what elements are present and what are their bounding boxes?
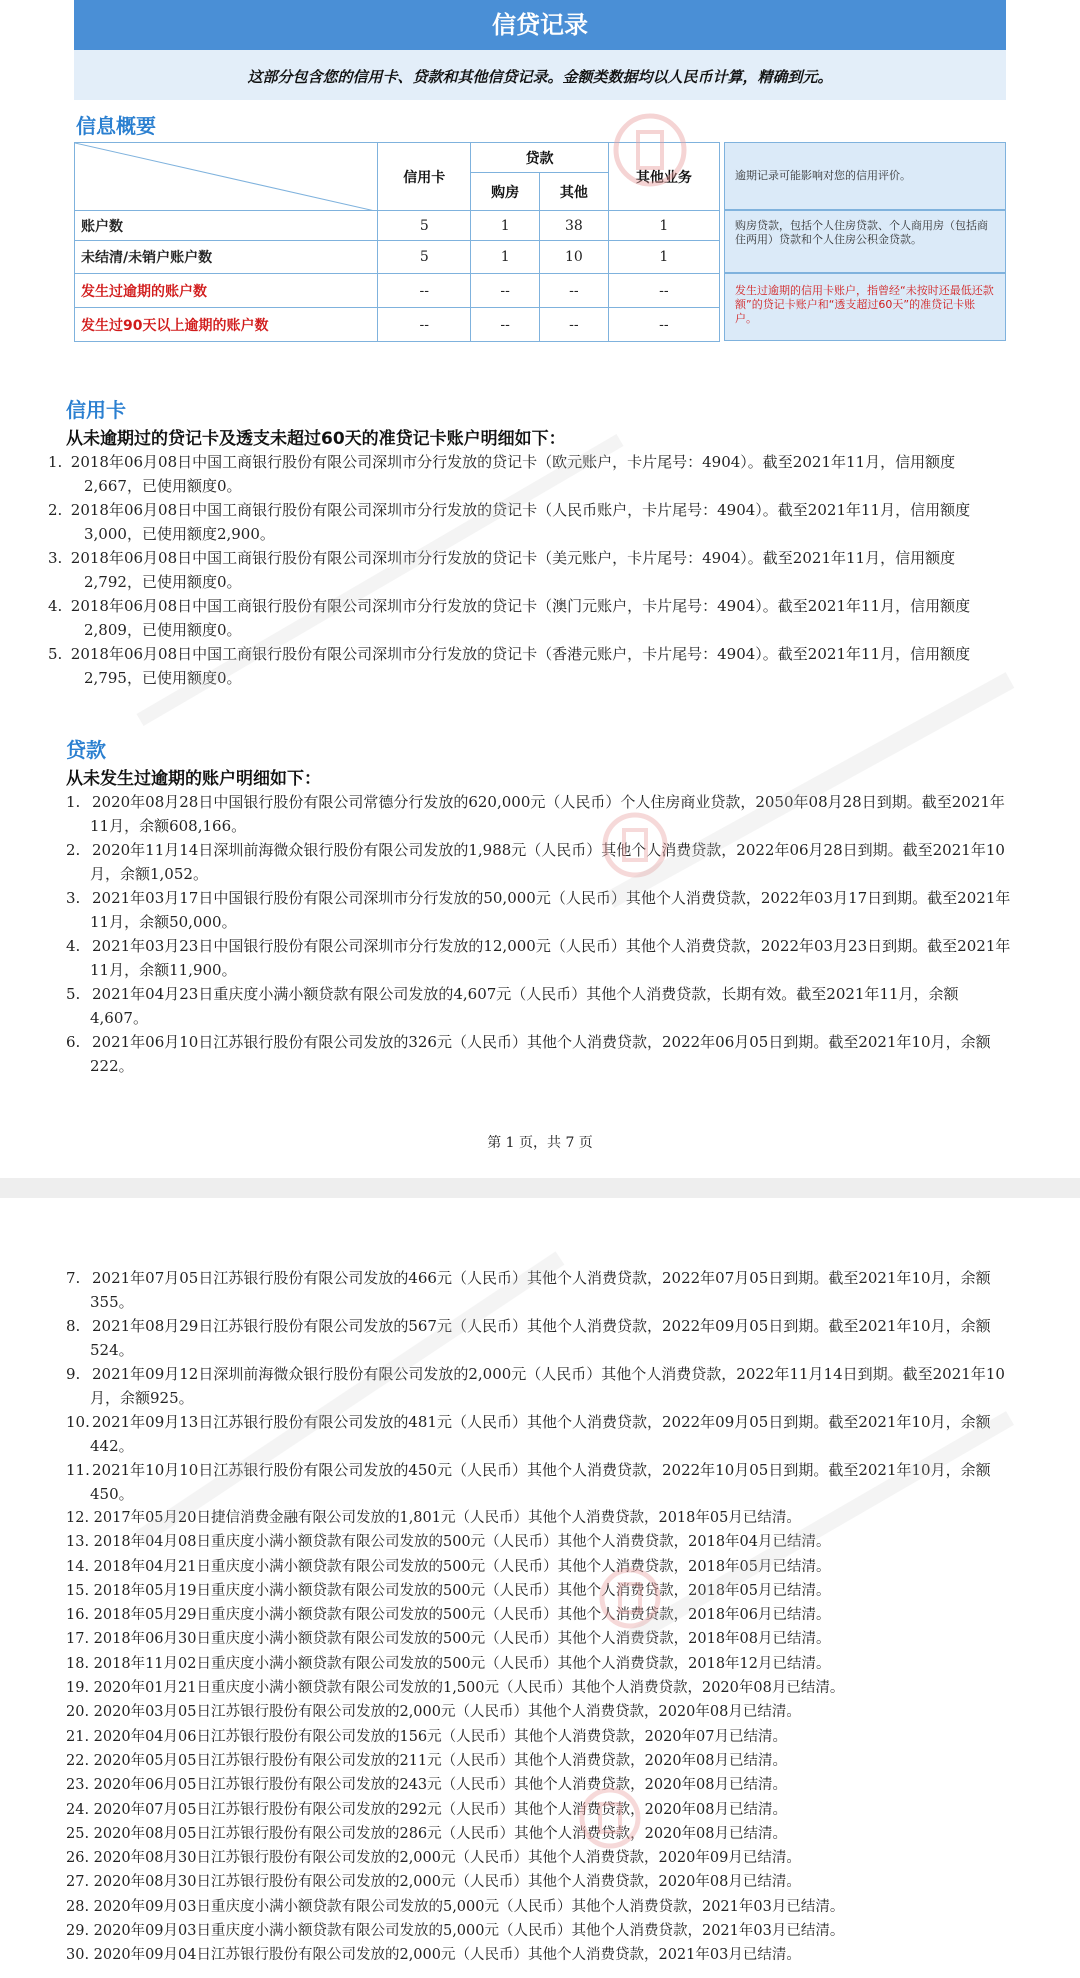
item-text: 2021年09月12日深圳前海微众银行股份有限公司发放的2,000元（人民币）其他个人消费贷款，2022年11月14日到期。截至2021年10月，余额925。 <box>90 1365 1005 1407</box>
list-item <box>66 1676 1026 1700</box>
item-text: 2020年11月14日深圳前海微众银行股份有限公司发放的1,988元（人民币）其他个人消费贷款，2022年06月28日到期。截至2021年10月，余额1,052。 <box>90 841 1005 883</box>
page-subtitle: 这部分包含您的信用卡、贷款和其他信贷记录。金额类数据均以人民币计算，精确到元。 <box>74 50 1006 100</box>
item-text: 2020年07月05日江苏银行股份有限公司发放的292元（人民币）其他个人消费贷款，2020年08月已结清。 <box>93 1801 787 1818</box>
item-text: 2020年05月05日江苏银行股份有限公司发放的211元（人民币）其他个人消费贷款，2020年08月已结清。 <box>93 1752 787 1769</box>
note-house-loan: 购房贷款，包括个人住房贷款、个人商用房（包括商住两用）贷款和个人住房公积金贷款。 <box>724 210 1006 273</box>
item-text: 2020年01月21日重庆度小满小额贷款有限公司发放的1,500元（人民币）其他个人消费贷款，2020年08月已结清。 <box>93 1680 845 1697</box>
table-row <box>75 241 720 274</box>
cell-other: -- <box>540 274 609 308</box>
cell-house: -- <box>471 274 540 308</box>
list-item <box>66 1506 1026 1530</box>
item-number: 18. <box>66 1655 90 1672</box>
item-number: 23. <box>66 1777 90 1794</box>
cell-biz: -- <box>608 308 719 342</box>
loan-subheading: 从未发生过逾期的账户明细如下： <box>66 769 321 789</box>
col-credit-card: 信用卡 <box>378 143 471 211</box>
item-text: 2018年06月08日中国工商银行股份有限公司深圳市分行发放的贷记卡（人民币账户，卡片尾号：4904）。截至2021年11月，信用额度3,000，已使用额度2,900。 <box>70 501 971 543</box>
list-item <box>66 1700 1026 1724</box>
item-number: 27. <box>66 1874 90 1891</box>
item-text: 2018年06月08日中国工商银行股份有限公司深圳市分行发放的贷记卡（澳门元账户，卡片尾号：4904）。截至2021年11月，信用额度2,809，已使用额度0。 <box>70 597 971 639</box>
item-number: 1. <box>66 793 81 811</box>
item-number: 20. <box>66 1704 90 1721</box>
item-text: 2018年05月29日重庆度小满小额贷款有限公司发放的500元（人民币）其他个人消费贷款，2018年06月已结清。 <box>93 1607 831 1624</box>
list-item <box>66 1410 1011 1458</box>
item-text: 2021年08月29日江苏银行股份有限公司发放的567元（人民币）其他个人消费贷款，2022年09月05日到期。截至2021年10月，余额524。 <box>90 1317 991 1359</box>
item-text: 2020年04月06日江苏银行股份有限公司发放的156元（人民币）其他个人消费贷款，2020年07月已结清。 <box>93 1728 787 1745</box>
item-text: 2020年08月28日中国银行股份有限公司常德分行发放的620,000元（人民币）个人住房商业贷款，2050年08月28日到期。截至2021年11月，余额608,166。 <box>90 793 1005 835</box>
item-number: 21. <box>66 1728 90 1745</box>
item-text: 2021年04月23日重庆度小满小额贷款有限公司发放的4,607元（人民币）其他个人消费贷款，长期有效。截至2021年11月，余额4,607。 <box>90 985 959 1027</box>
item-number: 2. <box>66 841 81 859</box>
cell-cc: -- <box>378 308 471 342</box>
list-item <box>66 1266 1011 1314</box>
item-text: 2020年06月05日江苏银行股份有限公司发放的243元（人民币）其他个人消费贷款，2020年08月已结清。 <box>93 1777 787 1794</box>
loan-list <box>66 790 1011 1078</box>
item-number: 7. <box>66 1269 81 1287</box>
loan-list-continued <box>66 1266 1011 1506</box>
list-item <box>66 1579 1026 1603</box>
col-loan: 贷款 <box>471 143 608 173</box>
item-text: 2018年06月08日中国工商银行股份有限公司深圳市分行发放的贷记卡（美元账户，卡片尾号：4904）。截至2021年11月，信用额度2,792，已使用额度0。 <box>70 549 956 591</box>
cell-other: -- <box>540 308 609 342</box>
list-item <box>66 1555 1026 1579</box>
item-text: 2020年08月30日江苏银行股份有限公司发放的2,000元（人民币）其他个人消费贷款，2020年08月已结清。 <box>93 1874 801 1891</box>
item-text: 2018年11月02日重庆度小满小额贷款有限公司发放的500元（人民币）其他个人消费贷款，2018年12月已结清。 <box>93 1655 831 1672</box>
item-number: 8. <box>66 1317 81 1335</box>
list-item <box>66 1530 1026 1554</box>
item-text: 2018年06月08日中国工商银行股份有限公司深圳市分行发放的贷记卡（香港元账户，卡片尾号：4904）。截至2021年11月，信用额度2,795，已使用额度0。 <box>70 645 971 687</box>
item-text: 2021年06月10日江苏银行股份有限公司发放的326元（人民币）其他个人消费贷款，2022年06月05日到期。截至2021年10月，余额222。 <box>90 1033 991 1075</box>
item-text: 2018年06月30日重庆度小满小额贷款有限公司发放的500元（人民币）其他个人消费贷款，2018年08月已结清。 <box>93 1631 831 1648</box>
cell-biz: 1 <box>608 211 719 241</box>
page-indicator: 第 1 页，共 7 页 <box>487 1135 593 1151</box>
item-text: 2021年07月05日江苏银行股份有限公司发放的466元（人民币）其他个人消费贷款，2022年07月05日到期。截至2021年10月，余额355。 <box>90 1269 991 1311</box>
item-number: 5. <box>66 985 81 1003</box>
list-item <box>66 934 1011 982</box>
item-text: 2020年08月30日江苏银行股份有限公司发放的2,000元（人民币）其他个人消费贷款，2020年09月已结清。 <box>93 1850 801 1867</box>
item-number: 22. <box>66 1752 90 1769</box>
list-item <box>66 1725 1026 1749</box>
col-other: 其他 <box>540 173 609 211</box>
item-text: 2020年09月04日江苏银行股份有限公司发放的2,000元（人民币）其他个人消费贷款，2021年03月已结清。 <box>93 1947 801 1964</box>
page-separator <box>0 1178 1080 1198</box>
col-other-business: 其他业务 <box>608 143 719 211</box>
item-number: 17. <box>66 1631 90 1648</box>
list-item <box>66 982 1011 1030</box>
note-overdue-impact: 逾期记录可能影响对您的信用评价。 <box>724 142 1006 210</box>
list-item <box>66 886 1011 934</box>
item-text: 2018年06月08日中国工商银行股份有限公司深圳市分行发放的贷记卡（欧元账户，卡片尾号：4904）。截至2021年11月，信用额度2,667，已使用额度0。 <box>70 453 956 495</box>
list-item <box>66 1030 1011 1078</box>
list-item <box>66 790 1011 838</box>
list-item: 3. 2018年06月08日中国工商银行股份有限公司深圳市分行发放的贷记卡（美元账户，卡片尾号：4904）。截至2021年11月，信用额度2,792，已使用额度0。 <box>48 549 956 591</box>
list-item <box>66 1314 1011 1362</box>
item-number: 6. <box>66 1033 81 1051</box>
item-text: 2021年09月13日江苏银行股份有限公司发放的481元（人民币）其他个人消费贷款，2022年09月05日到期。截至2021年10月，余额442。 <box>90 1413 991 1455</box>
cell-cc: -- <box>378 274 471 308</box>
list-item <box>66 1458 1011 1506</box>
credit-card-subheading: 从未逾期过的贷记卡及透支未超过60天的准贷记卡账户明细如下： <box>66 429 566 449</box>
cell-other: 38 <box>540 211 609 241</box>
settled-loan-list <box>66 1506 1026 1968</box>
item-number: 14. <box>66 1558 90 1575</box>
summary-notes <box>720 142 1006 341</box>
diagonal-line <box>75 143 375 211</box>
item-text: 2021年10月10日江苏银行股份有限公司发放的450元（人民币）其他个人消费贷款，2022年10月05日到期。截至2021年10月，余额450。 <box>90 1461 991 1503</box>
item-number: 11. <box>66 1461 90 1479</box>
credit-card-list <box>48 450 1011 690</box>
col-house: 购房 <box>471 173 540 211</box>
list-item: 5. 2018年06月08日中国工商银行股份有限公司深圳市分行发放的贷记卡（香港元账户，卡片尾号：4904）。截至2021年11月，信用额度2,795，已使用额度0。 <box>48 645 971 687</box>
row-label: 发生过逾期的账户数 <box>75 274 378 308</box>
credit-card-heading: 信用卡 <box>66 398 126 422</box>
item-number: 13. <box>66 1534 90 1551</box>
cell-house: -- <box>471 308 540 342</box>
item-number: 12. <box>66 1510 90 1526</box>
item-text: 2017年05月20日捷信消费金融有限公司发放的1,801元（人民币）其他个人消费贷款，2018年05月已结清。 <box>93 1510 801 1526</box>
summary-table <box>74 142 720 342</box>
cell-biz: -- <box>608 274 719 308</box>
list-item: 2. 2018年06月08日中国工商银行股份有限公司深圳市分行发放的贷记卡（人民币账户，卡片尾号：4904）。截至2021年11月，信用额度3,000，已使用额度2,900。 <box>48 501 971 543</box>
item-number: 16. <box>66 1607 90 1624</box>
loan-heading: 贷款 <box>66 738 106 762</box>
item-number: 9. <box>66 1365 81 1383</box>
item-text: 2021年03月23日中国银行股份有限公司深圳市分行发放的12,000元（人民币）其他个人消费贷款，2022年03月23日到期。截至2021年11月，余额11,900。 <box>90 937 1011 979</box>
row-label: 未结清/未销户账户数 <box>75 241 378 274</box>
item-number: 24. <box>66 1801 90 1818</box>
list-item <box>66 1846 1026 1870</box>
item-text: 2020年08月05日江苏银行股份有限公司发放的286元（人民币）其他个人消费贷款，2020年08月已结清。 <box>93 1825 787 1842</box>
item-text: 2020年09月03日重庆度小满小额贷款有限公司发放的5,000元（人民币）其他个人消费贷款，2021年03月已结清。 <box>93 1898 845 1915</box>
list-item <box>66 838 1011 886</box>
list-item <box>66 1895 1026 1919</box>
list-item: 4. 2018年06月08日中国工商银行股份有限公司深圳市分行发放的贷记卡（澳门元账户，卡片尾号：4904）。截至2021年11月，信用额度2,809，已使用额度0。 <box>48 597 971 639</box>
row-label: 发生过90天以上逾期的账户数 <box>75 308 378 342</box>
list-item <box>66 1652 1026 1676</box>
cell-cc: 5 <box>378 211 471 241</box>
item-number: 19. <box>66 1680 90 1697</box>
item-text: 2020年09月03日重庆度小满小额贷款有限公司发放的5,000元（人民币）其他个人消费贷款，2021年03月已结清。 <box>93 1923 845 1940</box>
item-text: 2018年05月19日重庆度小满小额贷款有限公司发放的500元（人民币）其他个人消费贷款，2018年05月已结清。 <box>93 1582 831 1599</box>
page-title: 信贷记录 <box>74 0 1006 50</box>
cell-cc: 5 <box>378 241 471 274</box>
list-item <box>66 1822 1026 1846</box>
note-overdue-card: 发生过逾期的信用卡账户，指曾经“未按时还最低还款额”的贷记卡账户和“透支超过60天”的准贷记卡账户。 <box>724 273 1006 341</box>
item-text: 2020年03月05日江苏银行股份有限公司发放的2,000元（人民币）其他个人消费贷款，2020年08月已结清。 <box>93 1704 801 1721</box>
item-number: 10. <box>66 1413 90 1431</box>
item-text: 2021年03月17日中国银行股份有限公司深圳市分行发放的50,000元（人民币）其他个人消费贷款，2022年03月17日到期。截至2021年11月，余额50,000。 <box>90 889 1011 931</box>
item-number: 25. <box>66 1825 90 1842</box>
table-row <box>75 211 720 241</box>
item-text: 2018年04月21日重庆度小满小额贷款有限公司发放的500元（人民币）其他个人消费贷款，2018年05月已结清。 <box>93 1558 831 1575</box>
summary-heading: 信息概要 <box>76 114 156 138</box>
list-item <box>66 1362 1011 1410</box>
list-item <box>66 1798 1026 1822</box>
cell-house: 1 <box>471 241 540 274</box>
list-item <box>66 1627 1026 1651</box>
list-item <box>66 1749 1026 1773</box>
item-number: 30. <box>66 1947 90 1964</box>
table-row <box>75 308 720 342</box>
item-number: 28. <box>66 1898 90 1915</box>
item-number: 26. <box>66 1850 90 1867</box>
item-text: 2018年04月08日重庆度小满小额贷款有限公司发放的500元（人民币）其他个人消费贷款，2018年04月已结清。 <box>93 1534 831 1551</box>
summary-corner-cell <box>75 143 378 211</box>
cell-house: 1 <box>471 211 540 241</box>
row-label: 账户数 <box>75 211 378 241</box>
list-item <box>66 1870 1026 1894</box>
item-number: 4. <box>66 937 81 955</box>
list-item <box>66 1773 1026 1797</box>
list-item <box>66 1603 1026 1627</box>
report-page-2 <box>0 1198 1080 1978</box>
cell-biz: 1 <box>608 241 719 274</box>
item-number: 15. <box>66 1582 90 1599</box>
table-row <box>75 274 720 308</box>
list-item: 1. 2018年06月08日中国工商银行股份有限公司深圳市分行发放的贷记卡（欧元账户，卡片尾号：4904）。截至2021年11月，信用额度2,667，已使用额度0。 <box>48 453 956 495</box>
list-item <box>66 1919 1026 1943</box>
item-number: 3. <box>66 889 81 907</box>
cell-other: 10 <box>540 241 609 274</box>
list-item <box>66 1943 1026 1967</box>
item-number: 29. <box>66 1923 90 1940</box>
